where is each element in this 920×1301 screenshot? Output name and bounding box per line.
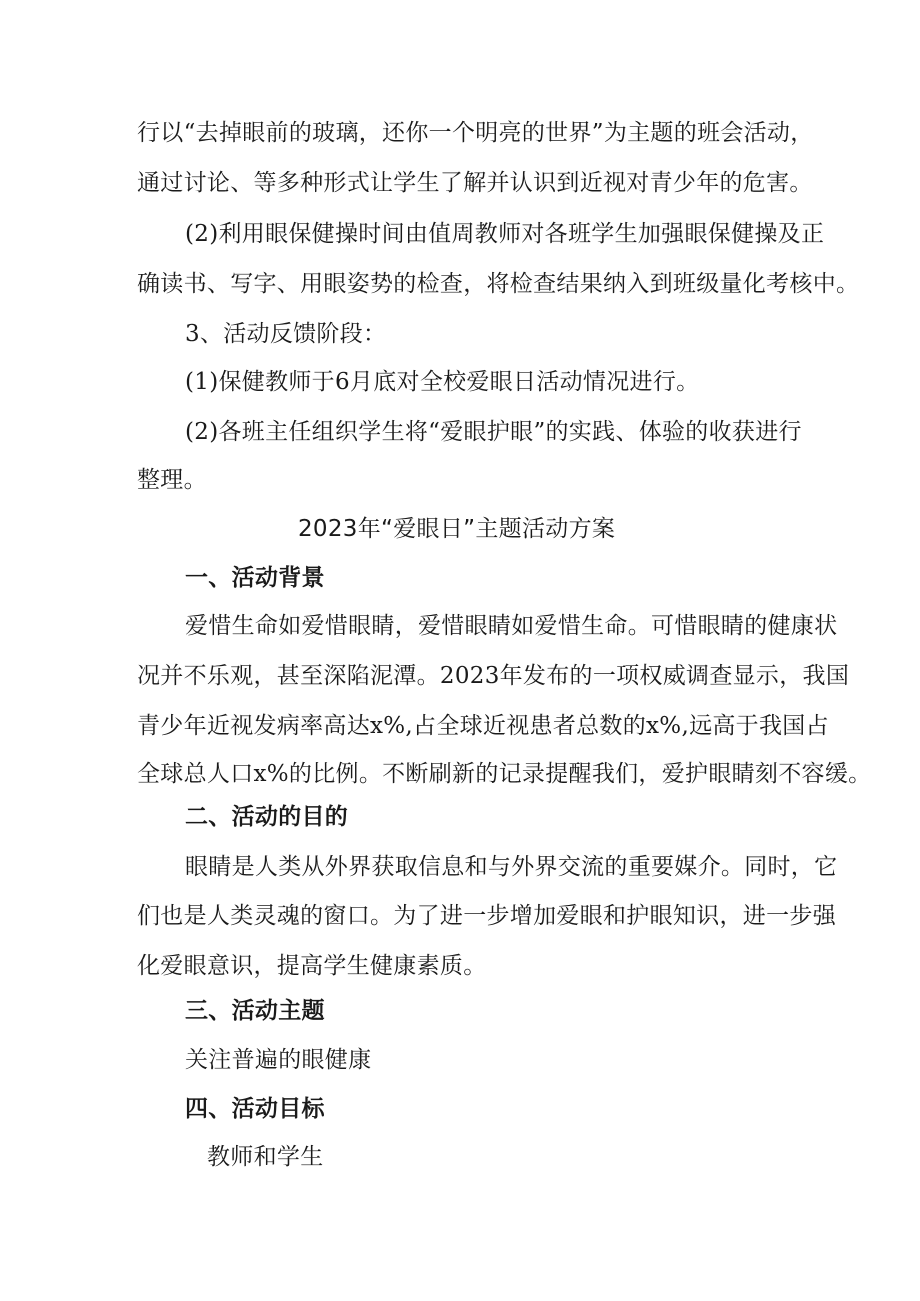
intro-line-1: 行以“去掉眼前的玻璃，还你一个明亮的世界”为主题的班会活动，	[137, 120, 814, 146]
section-heading-background: 一、活动背景	[185, 565, 325, 591]
section-heading-target: 四、活动目标	[185, 1096, 325, 1122]
intro-item-2-line-1: (2)利用眼保健操时间由值周教师对各班学生加强眼保健操及正	[185, 221, 825, 247]
section-heading-theme: 三、活动主题	[185, 998, 325, 1024]
theme-text: 关注普遍的眼健康	[185, 1047, 372, 1073]
purpose-line-3: 化爱眼意识，提高学生健康素质。	[137, 953, 487, 979]
background-line-4: 全球总人口x%的比例。不断刷新的记录提醒我们，爱护眼睛刻不容缓。	[137, 761, 872, 787]
background-line-3: 青少年近视发病率高达x%,占全球近视患者总数的x%,远高于我国占	[137, 713, 829, 739]
purpose-line-1: 眼睛是人类从外界获取信息和与外界交流的重要媒介。同时，它	[185, 854, 838, 880]
feedback-item-1: (1)保健教师于6月底对全校爱眼日活动情况进行。	[185, 369, 700, 395]
feedback-item-2-line-2: 整理。	[137, 467, 207, 493]
background-line-2: 况并不乐观，甚至深陷泥潭。2023年发布的一项权威调查显示，我国	[137, 663, 850, 689]
target-text: 教师和学生	[207, 1144, 324, 1170]
background-line-1: 爱惜生命如爱惜眼睛，爱惜眼睛如爱惜生命。可惜眼睛的健康状	[185, 613, 838, 639]
intro-line-2: 通过讨论、等多种形式让学生了解并认识到近视对青少年的危害。	[137, 170, 813, 196]
intro-item-2-line-2: 确读书、写字、用眼姿势的检查，将检查结果纳入到班级量化考核中。	[137, 271, 860, 297]
feedback-item-2-line-1: (2)各班主任组织学生将“爱眼护眼”的实践、体验的收获进行	[185, 419, 802, 445]
purpose-line-2: 们也是人类灵魂的窗口。为了进一步增加爱眼和护眼知识，进一步强	[137, 903, 836, 929]
page-title: 2023年“爱眼日”主题活动方案	[298, 516, 616, 542]
feedback-heading: 3、活动反馈阶段：	[185, 321, 387, 347]
section-heading-purpose: 二、活动的目的	[185, 804, 349, 830]
